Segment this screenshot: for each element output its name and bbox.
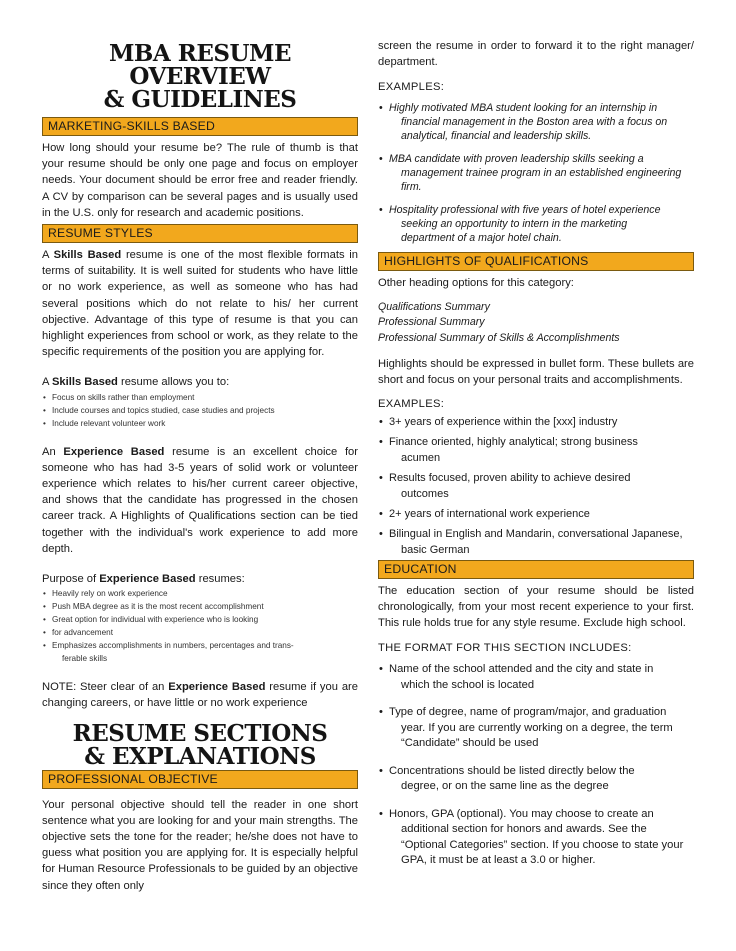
title2-line-1: RESUME SECTIONS [72, 719, 328, 747]
format-label: THE FORMAT FOR THIS SECTION INCLUDES: [378, 642, 632, 655]
heading-option: Qualifications Summary [378, 300, 490, 313]
format-line: Concentrations should be listed directly below the [389, 764, 635, 777]
list-item-continuation: ferable skills [62, 654, 108, 664]
skills-allows-suffix: resume allows you to: [117, 376, 230, 389]
note-prefix: NOTE: Steer clear of an [42, 681, 169, 694]
left-column [42, 0, 358, 894]
title-line-2: & GUIDELINES [103, 86, 297, 113]
exp-para-body: resume is an excellent choice for someone who has had 3-5 years of solid work or volunteer experience which relates to his/her current career objective, and shows that the candidate has progressed in the chosen career track. A Highlights of Qualifications section can be tied together with the individual's work experience to add more depth. [42, 445, 359, 555]
list-item [378, 506, 694, 522]
skills-para-prefix: A [42, 249, 54, 262]
list-item: • Include relevant volunteer work [42, 417, 358, 430]
list-item: • Focus on skills rather than employment [42, 391, 358, 404]
section-band-objective: PROFESSIONAL OBJECTIVE [42, 770, 358, 789]
skills-allows-line [42, 374, 358, 390]
qual-line: Results focused, proven ability to achieve desired [389, 471, 631, 484]
qual-line: 3+ years of experience within the [xxx] industry [389, 415, 618, 428]
marketing-paragraph: How long should your resume be? The rule of thumb is that your resume should be only one page and focus on employer needs. Your document should be error free and reader friendly. A CV by comparison can be several pages and is usually used in the U.S. only for research and academic positions. [42, 142, 358, 219]
skills-based-paragraph [42, 247, 358, 360]
example-line: management trainee program in an established engineering [401, 167, 682, 180]
exp-purpose-suffix: resumes: [195, 573, 245, 586]
experience-bullet-list [42, 587, 358, 665]
right-column [378, 0, 694, 881]
objective-paragraph: Your personal objective should tell the reader in one short sentence what you are looking for and your main strengths. The objective sets the tone for the reader; he/she does not have to guess what position you are applying for. It is especially helpful for Human Resource Professionals to be guided by an objective since they often only [42, 798, 358, 892]
skills-allows-bold: Skills Based [51, 376, 118, 389]
skills-allows-prefix: A [42, 376, 52, 389]
list-item [378, 152, 694, 194]
example-line: Hospitality professional with five years of hotel experience [389, 204, 661, 217]
list-item: • Heavily rely on work experience [42, 587, 358, 600]
list-item: • Great option for individual with experience who is looking [42, 613, 358, 626]
list-item [42, 639, 358, 665]
note-paragraph [42, 679, 358, 711]
heading-options [378, 300, 694, 347]
list-item: • Include courses and topics studied, case studies and projects [42, 404, 358, 417]
skills-para-bold: Skills Based [53, 249, 122, 262]
qualification-examples-list [378, 414, 694, 558]
exp-purpose-prefix: Purpose of [42, 573, 100, 586]
example-line: analytical, financial and leadership skills. [401, 130, 592, 143]
list-item [378, 764, 694, 795]
example-line: department of a major hotel chain. [401, 232, 562, 245]
skills-bullet-list [42, 391, 358, 430]
example-line: Highly motivated MBA student looking for an internship in [389, 102, 658, 115]
format-line: which the school is located [401, 678, 535, 691]
examples-label: EXAMPLES: [378, 81, 445, 94]
format-line: additional section for honors and awards. See the “Optional Categories” section. If you choose to state your GPA, it must be at least a 3.0 or higher. [401, 823, 684, 867]
format-line: degree, or on the same line as the degree [401, 780, 609, 793]
title2-line-2: & EXPLANATIONS [84, 742, 316, 770]
section-band-highlights: HIGHLIGHTS OF QUALIFICATIONS [378, 252, 694, 271]
list-item [378, 705, 694, 752]
note-bold: Experience Based [168, 681, 266, 694]
skills-para-body: resume is one of the most flexible formats in terms of suitability. It is well suited for students who have little or no work experience, as well as someone who has had several positions which do not relate to his/ her current objective. Advantage of this type of resume is that you can highlight experiences from school or work, as they relate to the specific requirements of the position you are applying for. [42, 249, 359, 359]
qual-line: Finance oriented, highly analytical; strong business [389, 435, 638, 448]
exp-purpose-bold: Experience Based [99, 573, 196, 586]
format-list [378, 662, 694, 869]
list-item [378, 807, 694, 869]
format-line: Honors, GPA (optional). You may choose to create an [389, 807, 654, 820]
list-item [378, 101, 694, 143]
highlights-paragraph: Highlights should be expressed in bullet form. These bullets are short and focus on your personal traits and accomplishments. [378, 358, 694, 387]
other-heading-line: Other heading options for this category: [378, 277, 574, 290]
note-body: resume if you are changing careers, or have little or no work experience [42, 681, 359, 710]
experience-based-paragraph [42, 444, 358, 557]
list-item-line: Emphasizes accomplishments in numbers, percentages and trans- [52, 641, 294, 651]
sections-title [42, 719, 358, 770]
format-line: year. If you are currently working on a degree, the term “Candidate” should be used [401, 721, 673, 750]
section-band-styles: RESUME STYLES [42, 224, 358, 243]
page-title [42, 42, 358, 111]
example-line: financial management in the Boston area with a focus on [401, 116, 668, 129]
title-line-1: MBA RESUME OVERVIEW [108, 40, 292, 90]
heading-option: Professional Summary of Skills & Accomplishments [378, 331, 620, 344]
example-line: seeking an opportunity to intern in the marketing [401, 218, 628, 231]
example-line: MBA candidate with proven leadership skills seeking a [389, 153, 644, 166]
list-item [378, 203, 694, 245]
qual-line: basic German [401, 543, 470, 556]
list-item [378, 414, 694, 430]
qual-line: acumen [401, 451, 441, 464]
list-item [378, 526, 694, 558]
list-item: • for advancement [42, 626, 358, 639]
qual-line: 2+ years of international work experience [389, 507, 590, 520]
heading-option: Professional Summary [378, 316, 485, 329]
section-band-education: EDUCATION [378, 560, 694, 579]
objective-examples-list [378, 101, 694, 245]
list-item [378, 662, 694, 693]
format-line: Type of degree, name of program/major, and graduation [389, 706, 667, 719]
examples2-label: EXAMPLES: [378, 397, 445, 410]
qual-line: outcomes [401, 487, 449, 500]
exp-para-bold: Experience Based [63, 445, 165, 458]
list-item: • Push MBA degree as it is the most recent accomplishment [42, 600, 358, 613]
education-paragraph: The education section of your resume should be listed chronologically, from your most recent experience to your first. This rule holds true for any style resume. Exclude high school. [378, 584, 694, 629]
list-item [378, 434, 694, 466]
experience-purpose-line [42, 571, 358, 587]
list-item [378, 470, 694, 502]
qual-line: Bilingual in English and Mandarin, conversational Japanese, [389, 527, 683, 540]
example-line: firm. [401, 181, 422, 194]
exp-para-prefix: An [42, 445, 64, 458]
objective-continuation: screen the resume in order to forward it to the right manager/ department. [378, 40, 694, 69]
format-line: Name of the school attended and the city and state in [389, 663, 654, 676]
section-band-marketing: MARKETING-SKILLS BASED [42, 117, 358, 136]
